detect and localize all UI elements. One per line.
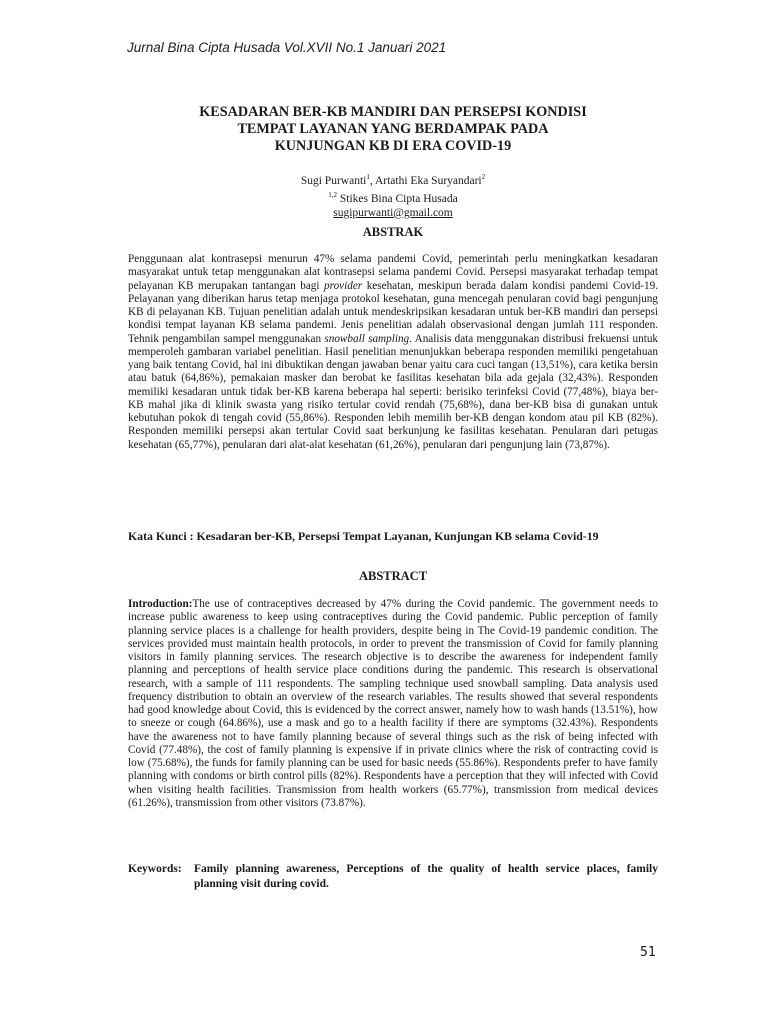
keywords-text: Family planning awareness, Perceptions of the quality of health service places, family planning visit during covid. bbox=[194, 863, 658, 890]
affiliation-text: Stikes Bina Cipta Husada bbox=[337, 192, 458, 205]
author-1-name: Sugi Purwanti bbox=[300, 174, 367, 187]
author-2-name: Artathi Eka Suryandari bbox=[374, 174, 482, 187]
paper-title bbox=[128, 104, 658, 155]
abstract-paragraph bbox=[128, 598, 658, 810]
abstract-body: The use of contraceptives decreased by 47% during the Covid pandemic. The government needs to increase public awareness to keep using contraceptives during the Covid pandemic. Public perception of family planning service places is a challenge for health providers, despite being in The Covid-19 pandemic condition. The services provided must maintain health protocols, in order to prevent the transmission of Covid for family planning visitors in family planning services. The research objective is to describe the awareness for independent family planning and perceptions of health service place conditions during the pandemic. This research is observational research, with a sample of 111 respondents. The sampling technique used snowball sampling. Data analysis used frequency distribution to obtain an overview of the research variables. The results showed that several respondents had good knowledge about Covid, this is evidenced by the correct answer, namely how to wash hands (13.51%), how to sneeze or cough (64.86%), use a mask and go to a health facility if there are symptoms (32.43%). Respondents have the awareness not to have family planning because of several things such as the risk of being infected with Covid (77.48%), the cost of family planning is expensive if in private clinics where the risk of contracting covid is low (75.68%), the funds for family planning can be used for basic needs (55.86%). Respondents prefer to have family planning with condoms or birth control pills (82%). Respondents have a perception that they will infected with Covid when visiting health facilities. Transmission from health workers (65.77%), transmission from medical devices (61.26%), transmission from other visitors (73.87%). bbox=[128, 598, 658, 809]
keywords-label: Keywords: bbox=[128, 863, 182, 875]
page-number: 51 bbox=[640, 945, 656, 960]
author-email[interactable]: sugipurwanti@gmail.com bbox=[333, 206, 453, 219]
kata-kunci: Kata Kunci : Kesadaran ber-KB, Persepsi Tempat Layanan, Kunjungan KB selama Covid-19 bbox=[128, 529, 599, 543]
title-line-3: KUNJUNGAN KB DI ERA COVID-19 bbox=[274, 138, 512, 154]
title-line-1: KESADARAN BER-KB MANDIRI DAN PERSEPSI KONDISI bbox=[199, 104, 587, 120]
author-block bbox=[128, 170, 658, 220]
journal-header: Jurnal Bina Cipta Husada Vol.XVII No.1 Januari 2021 bbox=[127, 40, 447, 55]
abstrak-text-1: Penggunaan alat kontrasepsi menurun 47% selama pandemi Covid, pemerintah perlu meningkatkan kesadaran masyarakat untuk tetap menggunakan alat kontrasepsi selama pandemi Covid. Persepsi masyarakat terhadap tempat pelayanan KB merupakan tantangan bagi bbox=[128, 253, 658, 292]
introduction-label: Introduction: bbox=[128, 598, 193, 610]
abstrak-heading: ABSTRAK bbox=[362, 225, 424, 239]
author-separator: , bbox=[369, 174, 375, 187]
author-names bbox=[128, 170, 658, 188]
abstrak-paragraph bbox=[128, 253, 658, 452]
abstract-heading: ABSTRACT bbox=[358, 569, 428, 583]
abstrak-text-2: kesehatan, meskipun berada dalam kondisi pandemi Covid-19. Pelayanan yang diberikan harus tetap menjaga protokol kesehatan, guna mencegah penularan covid bagi pengunjung KB di pelayanan KB. Tujuan penelitian adalah untuk mendeskripsikan kesadaran untuk ber-KB mandiri dan persepsi kondisi tempat layanan KB selama pandemi. Jenis penelitian adalah observasional dengan jumlah 111 responden. Tehnik pengambilan sampel menggunakan bbox=[128, 279, 658, 345]
abstrak-italic-provider: provider bbox=[324, 279, 363, 292]
author-1-sup: 1 bbox=[366, 173, 370, 181]
abstrak-text-3: . Analisis data menggunakan distribusi frekuensi untuk memperoleh gambaran variabel penelitian. Hasil penelitian menunjukkan beberapa responden memiliki pengetahuan yang baik tentang Covid, hal ini dibuktikan dengan jawaban benar yaitu cara cuci tangan (13,51%), cara ketika bersin atau batuk (64,86%), pemakaian masker dan berobat ke fasilitas kesehatan bila ada gejala (32,43%). Responden memiliki kesadaran untuk tidak ber-KB karena beberapa hal seperti: berisiko terinfeksi Covid (77,48%), biaya ber-KB mahal jika di klinik swasta yang risiko tertular covid rendah (75,68%), dana ber-KB bisa di gunakan untuk kebutuhan pokok di tengah covid (55,86%). Responden lebih memilih ber-KB dengan kondom atau pil KB (82%). Responden memiliki persepsi akan tertular Covid saat berkunjung ke fasilitas kesehatan. Penularan dari petugas kesehatan (65,77%), penularan dari alat-alat kesehatan (61,26%), penularan dari pengunjung lain (73,87%). bbox=[128, 332, 659, 451]
abstrak-italic-snowball: snowball sampling bbox=[324, 332, 410, 345]
author-2-sup: 2 bbox=[481, 173, 486, 181]
affiliation bbox=[128, 188, 658, 206]
keywords-en bbox=[128, 862, 658, 892]
affiliation-sup: 1,2 bbox=[328, 190, 337, 199]
title-line-2: TEMPAT LAYANAN YANG BERDAMPAK PADA bbox=[237, 121, 549, 137]
